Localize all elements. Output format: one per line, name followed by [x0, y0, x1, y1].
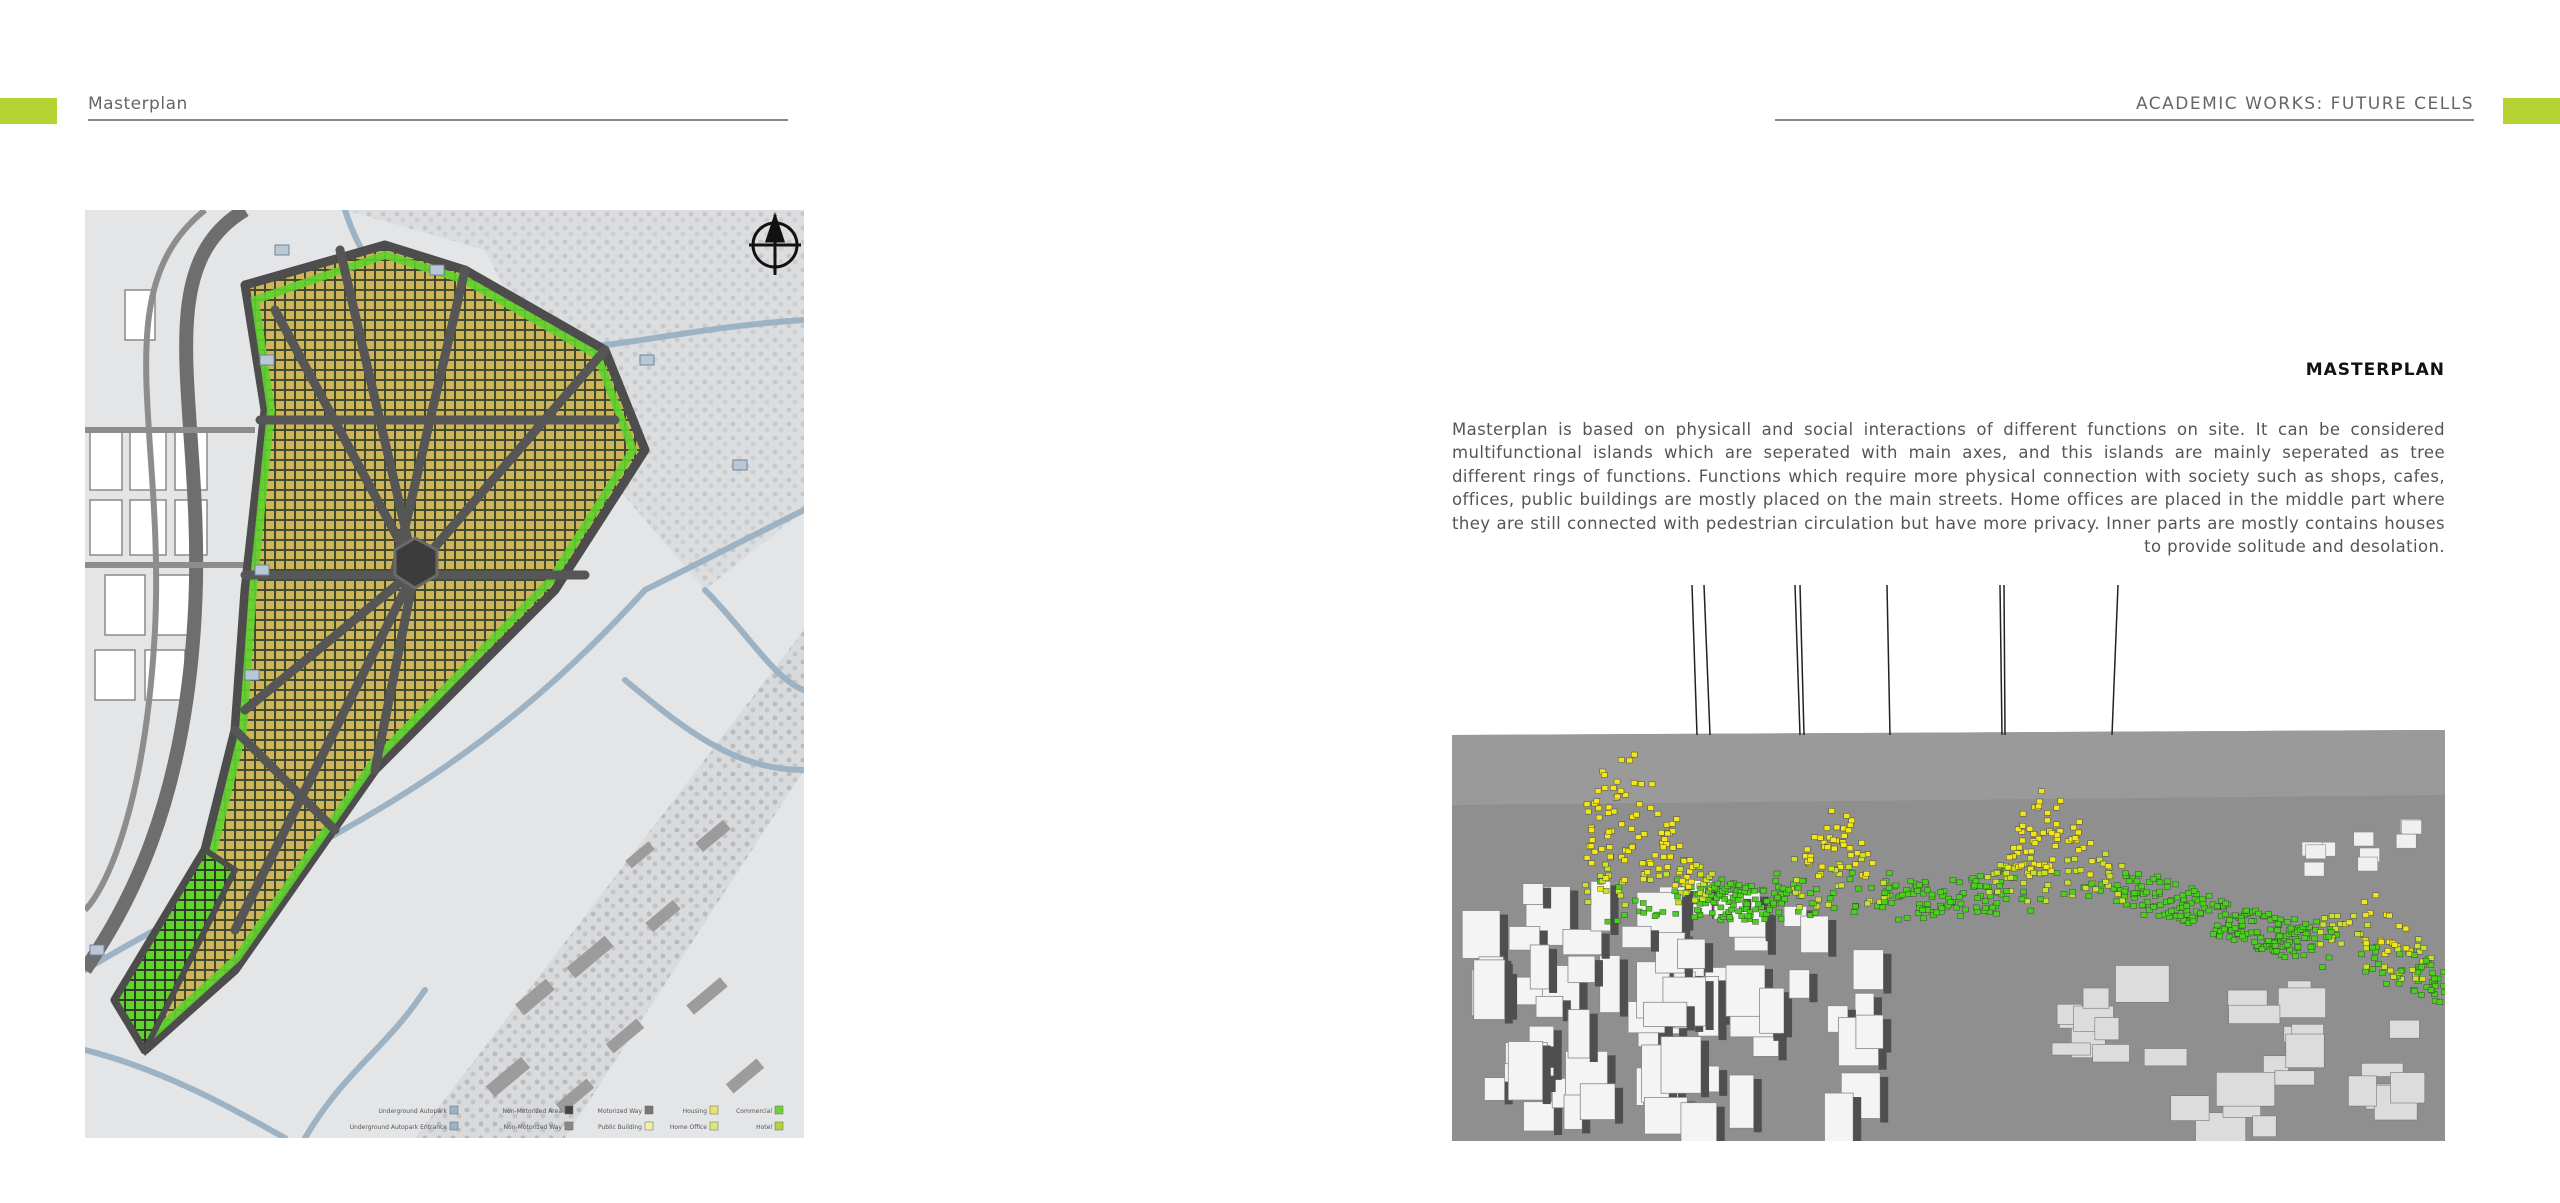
section-title: MASTERPLAN: [2305, 360, 2445, 380]
legend-label: Hotel: [756, 1124, 772, 1131]
legend-label: Public Building: [597, 1124, 642, 1131]
legend-label: Non-Motorized Area: [502, 1108, 562, 1115]
legend-label: Commercial: [736, 1108, 772, 1115]
header-left-rule: [88, 119, 788, 121]
legend-swatch: [645, 1106, 653, 1114]
legend-label: Non-Motorized Way: [503, 1124, 562, 1131]
legend-label: Underground Autopark Entrance: [349, 1124, 447, 1131]
legend-swatch: [710, 1122, 718, 1130]
header-accent-left: [0, 98, 57, 124]
masterplan-map: [85, 210, 804, 1138]
legend-label: Motorized Way: [597, 1108, 642, 1115]
header-right-rule: [1775, 119, 2474, 121]
legend-swatch: [565, 1122, 573, 1130]
masterplan-map-drawing: [85, 210, 804, 1138]
legend-label: Underground Autopark: [378, 1108, 447, 1115]
legend-swatch: [450, 1122, 458, 1130]
section-body-text: Masterplan is based on physicall and social interactions of different functions on site. It can be considered multifunctional islands which are seperated with main axes, and this islands are mainly seperated as tree different rings of functions. Functions which require more physical connection with society such as shops, cafes, offices, public buildings are mostly placed on the main streets. Home offices are placed in the middle part where they are still connected with pedestrian circulation but have more privacy. Inner parts are mostly contains houses to provide solitude and desolation.: [1452, 420, 2445, 557]
legend-label: Home Office: [669, 1124, 707, 1131]
legend-swatch: [645, 1122, 653, 1130]
legend-label: Housing: [682, 1108, 707, 1115]
legend-swatch: [565, 1106, 573, 1114]
legend-swatch: [710, 1106, 718, 1114]
masterplan-3d-render-drawing: [1452, 585, 2445, 1141]
masterplan-3d-render: [1452, 585, 2445, 1141]
legend-swatch: [775, 1122, 783, 1130]
header-left-title: Masterplan: [88, 94, 188, 114]
legend-swatch: [775, 1106, 783, 1114]
header-right-title: ACADEMIC WORKS: FUTURE CELLS: [2135, 94, 2474, 114]
header-accent-right: [2503, 98, 2560, 124]
legend-swatch: [450, 1106, 458, 1114]
